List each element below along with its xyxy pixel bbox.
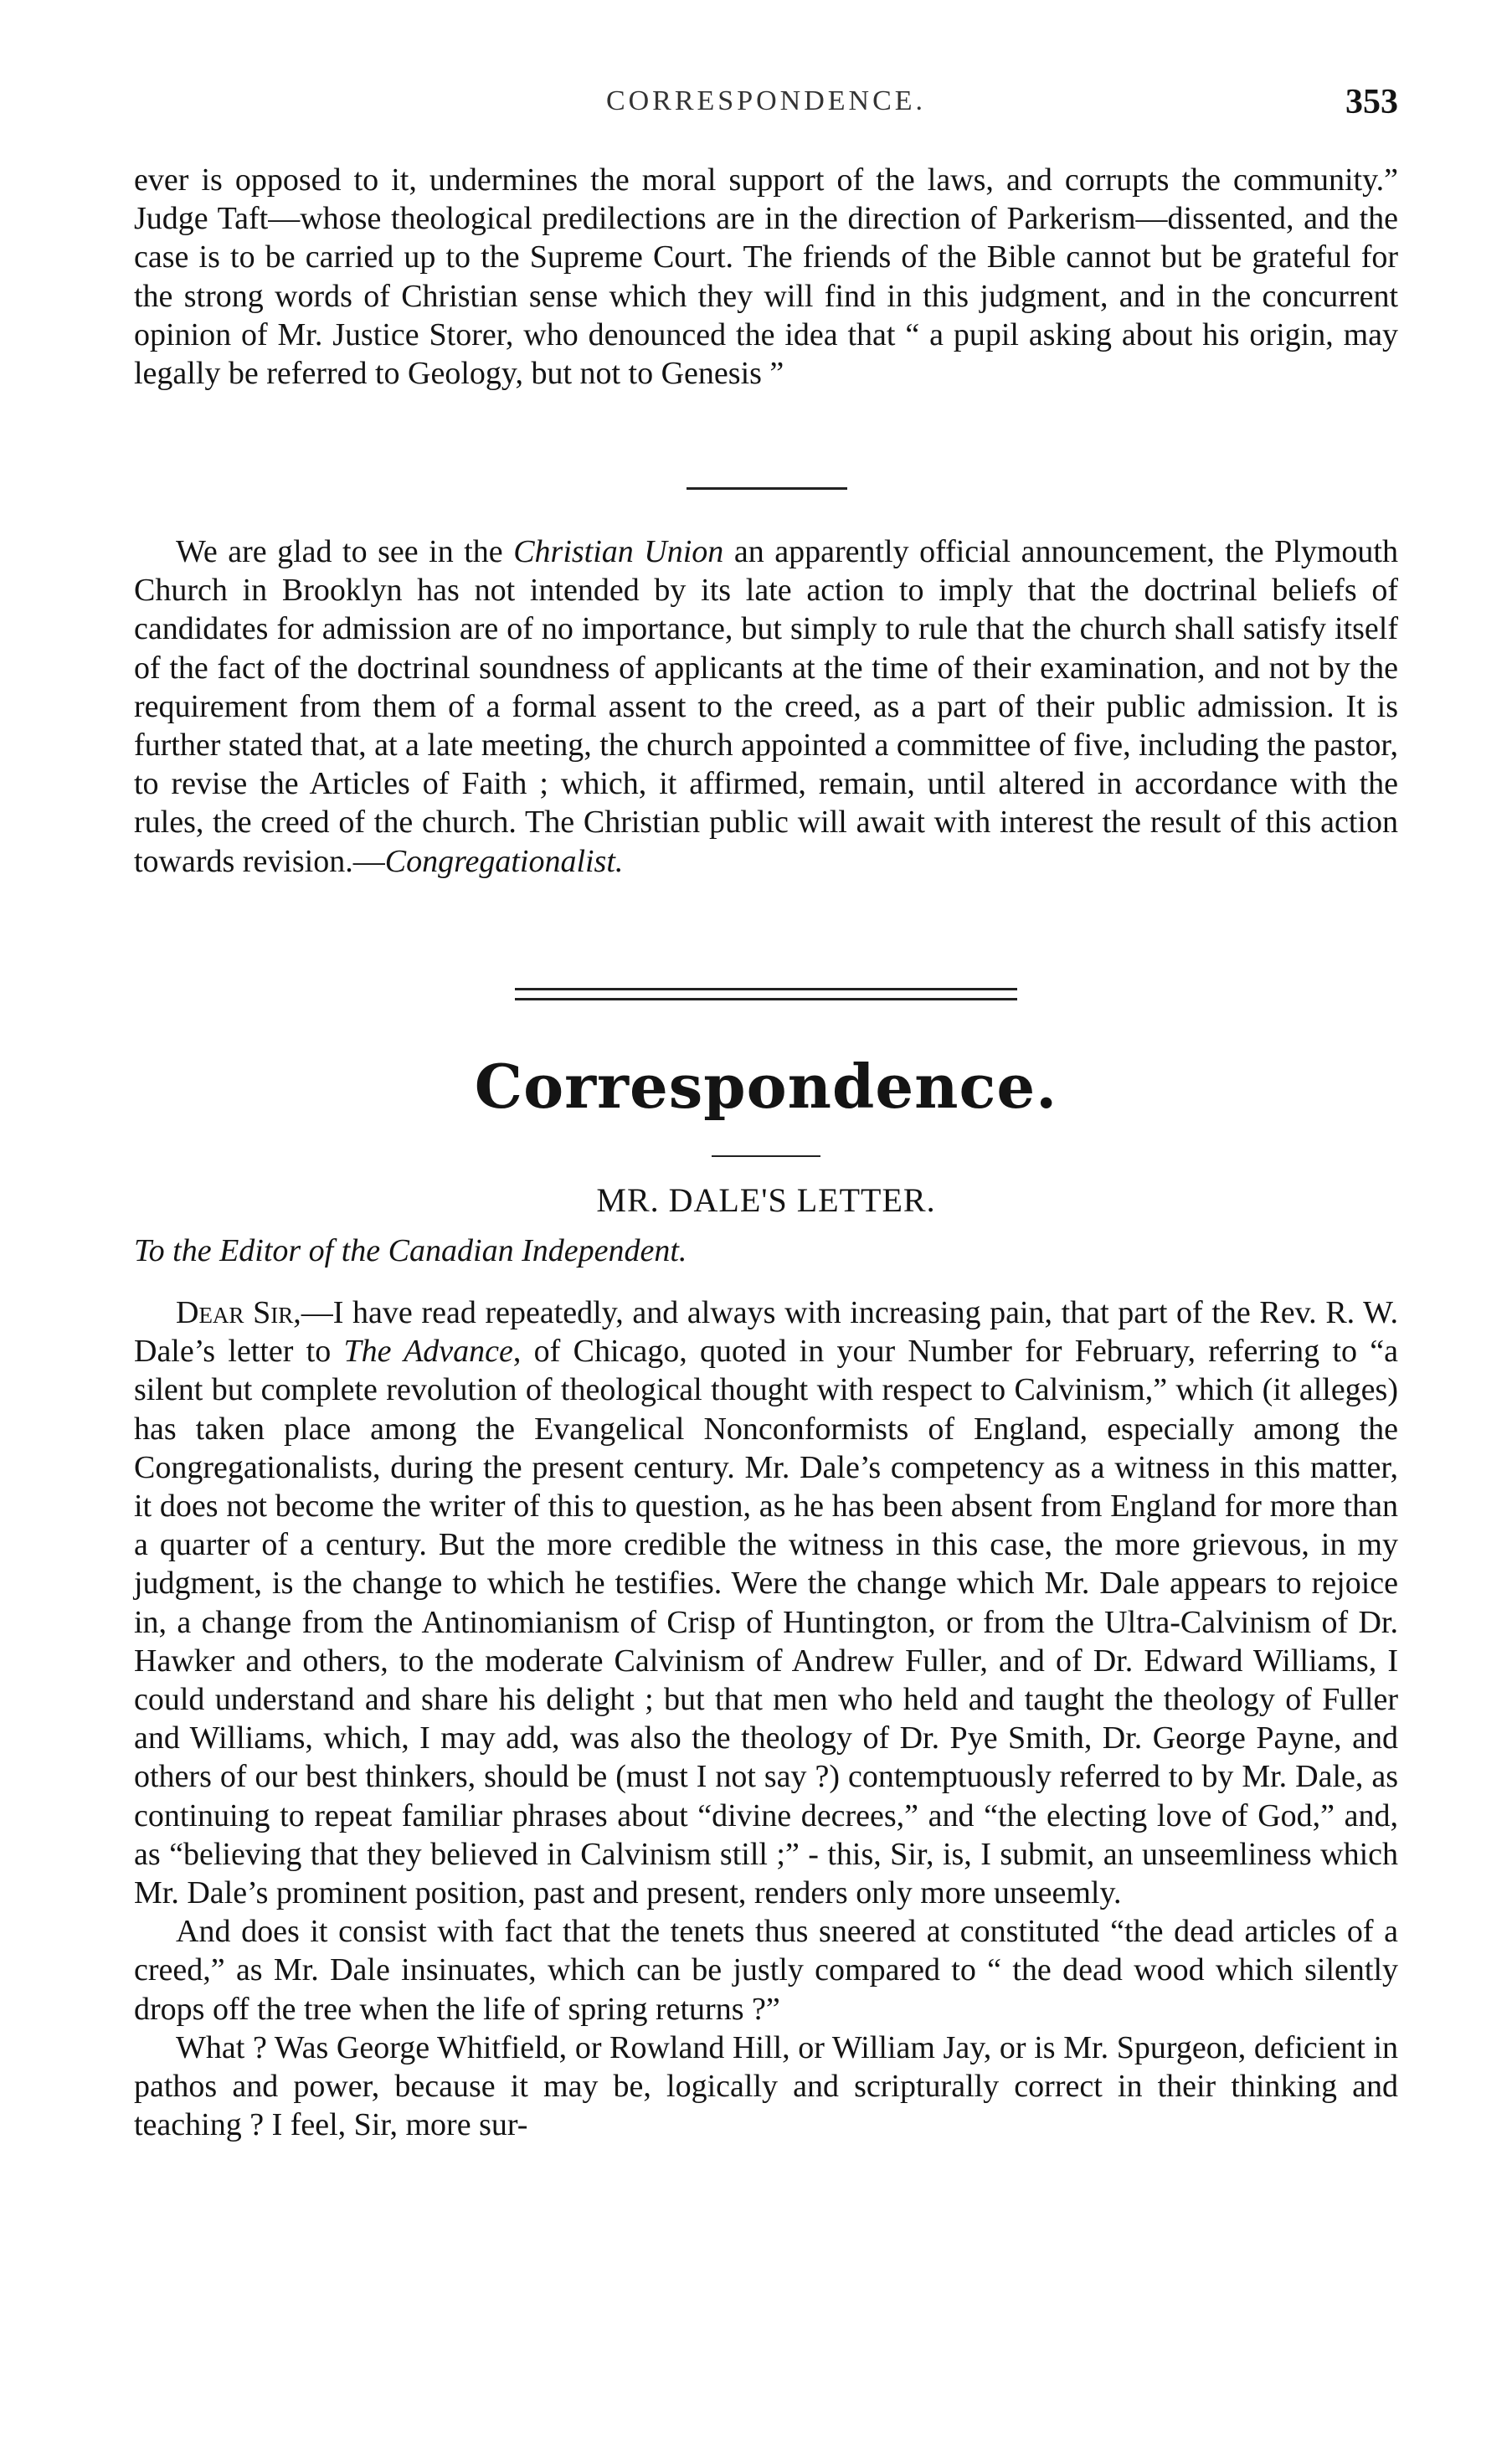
heading-divider xyxy=(712,1155,820,1157)
page-number: 353 xyxy=(1345,83,1398,121)
section1-paragraph2-block xyxy=(134,532,1398,881)
letter-title: MR. DALE'S LETTER. xyxy=(596,1181,936,1219)
double-rule-top xyxy=(515,988,1017,990)
letter-paragraph-3: What ? Was George Whitfield, or Rowland Hill, or William Jay, or is Mr. Spurgeon, deficient in pathos and power, because it may be, logically and scripturally correct in their thinking and teaching ? I feel, Sir, more sur- xyxy=(134,2029,1398,2143)
letter-p1-publication: The Advance xyxy=(343,1334,513,1370)
letter-body xyxy=(134,1293,1398,2144)
letter-address: To the Editor of the Canadian Independent. xyxy=(134,1233,687,1268)
letter-paragraph-1 xyxy=(134,1293,1398,1912)
correspondence-heading: Correspondence. xyxy=(474,1051,1058,1122)
letter-p1-text-a: —I have read repeatedly, and always with increasing pain, that part of the Rev. R. W. Dale’s letter to xyxy=(134,1295,1399,1370)
section1-paragraph1-block xyxy=(134,161,1398,393)
short-divider xyxy=(687,487,847,490)
running-head xyxy=(134,82,1398,124)
letter-paragraph-2: And does it consist with fact that the tenets thus sneered at constituted “the dead articles of a creed,” as Mr. Dale insinuates, which can be justly compared to “ the dead wood which silently drops off the tree when the life of spring returns ?” xyxy=(134,1914,1398,2027)
paragraph2-text-b: an apparently official announcement, the Plymouth Church in Brooklyn has not intended by its late action to imply that the doctrinal beliefs of candidates for admission are of no importance, but simply to rule that the church shall satisfy itself of the fact of the doctrinal soundness of applicants at the time of their examination, and not by the requirement from them of a formal assent to the creed, as a part of their public admission. It is further stated that, at a late meeting, the church appointed a committee of five, including the pastor, to revise the Articles of Faith ; which, it affirmed, remain, until altered in accordance with the rules, the creed of the church. The Christian public will await with interest the result of this action towards revision.— xyxy=(134,534,1398,879)
paragraph2-source: Congregationalist. xyxy=(384,843,624,879)
double-rule-bottom xyxy=(515,998,1017,1000)
salutation: Dear Sir, xyxy=(176,1295,301,1330)
paragraph2-text-a: We are glad to see in the xyxy=(176,534,514,569)
running-title: CORRESPONDENCE. xyxy=(605,85,927,116)
section1-paragraph1: ever is opposed to it, undermines the moral support of the laws, and corrupts the community.” Judge Taft—whose theological predilections are in the direction of Parkerism—dissented, and the case is to be carried up to the Supreme Court. The friends of the Bible cannot but be grateful for the strong words of Christian sense which they will find in this judgment, and in the concurrent opinion of Mr. Justice Storer, who denounced the idea that “ a pupil asking about his origin, may legally be referred to Geology, but not to Genesis ” xyxy=(134,162,1398,392)
paragraph2-publication: Christian Union xyxy=(513,534,724,569)
section1-paragraph2 xyxy=(134,532,1398,881)
letter-p1-text-b: , of Chicago, quoted in your Number for February, referring to “a silent but complete revolution of theological thought with respect to Calvinism,” which (it alleges) has taken place among the Evangelical Nonconformists of England, especially among the Congregationalists, during the present century. Mr. Dale’s competency as a witness in this matter, it does not become the writer of this to question, as he has been absent from England for more than a quarter of a century. But the more credible the witness in this case, the more grievous, in my judgment, is the change to which he testifies. Were the change which Mr. Dale appears to rejoice in, a change from the Antinomianism of Crisp of Huntington, or from the Ultra-Calvinism of Dr. Hawker and others, to the moderate Calvinism of Andrew Fuller, and of Dr. Edward Williams, I could understand and share his delight ; but that men who held and taught the theology of Fuller and Williams, which, I may add, was also the theology of Dr. Pye Smith, Dr. George Payne, and others of our best thinkers, should be (must I not say ?) contemptuously referred to by Mr. Dale, as continuing to repeat familiar phrases about “divine decrees,” and “the electing love of God,” and, as “believing that they believed in Calvinism still ;” - this, Sir, is, I submit, an unseemliness which Mr. Dale’s prominent position, past and present, renders only more unseemly. xyxy=(134,1334,1398,1911)
